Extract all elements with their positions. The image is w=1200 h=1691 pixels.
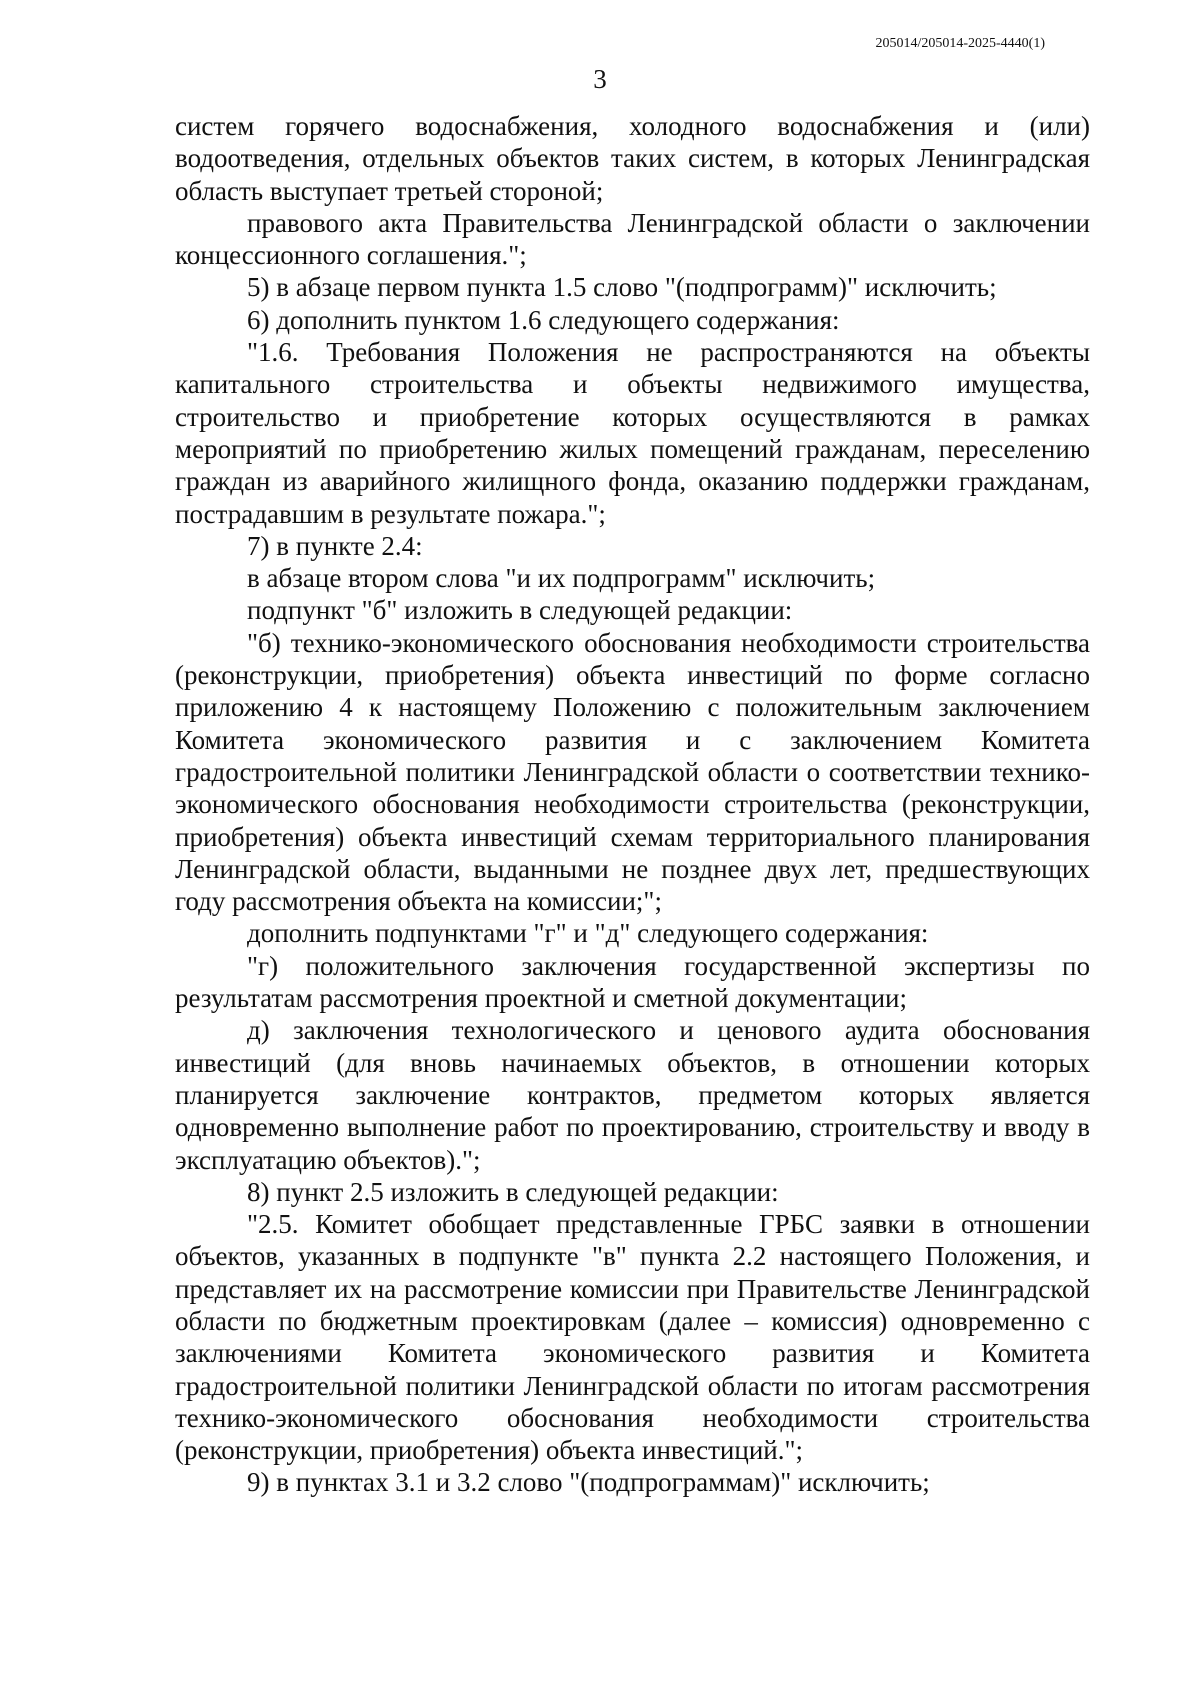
paragraph: правового акта Правительства Ленинградской области о заключении концессионного соглашения."; [175, 207, 1090, 271]
paragraph: 8) пункт 2.5 изложить в следующей редакции: [247, 1176, 779, 1207]
page-number: 3 [593, 64, 607, 94]
document-body [175, 110, 1090, 1499]
paragraph: 6) дополнить пунктом 1.6 следующего содержания: [247, 304, 840, 335]
paragraph: дополнить подпунктами "г" и "д" следующего содержания: [247, 918, 929, 949]
paragraph: "1.6. Требования Положения не распространяются на объекты капитального строительства и объекты недвижимого имущества, строительство и приобретение которых осуществляются в рамках мероприятий по приобретению жилых помещений гражданам, переселению граждан из аварийного жилищного фонда, оказанию поддержки гражданам, пострадавшим в результате пожара."; [175, 337, 1090, 529]
paragraph: "2.5. Комитет обобщает представленные ГРБС заявки в отношении объектов, указанных в подпункте "в" пункта 2.2 настоящего Положения, и представляет их на рассмотрение комиссии при Правительстве Ленинградской области по бюджетным проектировкам (далее – комиссия) одновременно с заключениями Комитета экономического развития и Комитета градостроительной политики Ленинградской области по итогам рассмотрения технико-экономического обоснования необходимости строительства (реконструкции, приобретения) объекта инвестиций."; [175, 1209, 1090, 1466]
paragraph: в абзаце втором слова "и их подпрограмм" исключить; [247, 563, 876, 594]
paragraph: "г) положительного заключения государственной экспертизы по результатам рассмотрения проектной и сметной документации; [175, 950, 1090, 1014]
paragraph: "б) технико-экономического обоснования необходимости строительства (реконструкции, приобретения) объекта инвестиций по форме согласно приложению 4 к настоящему Положению с положительным заключением Комитета экономического развития и с заключением Комитета градостроительной политики Ленинградской области о соответствии технико-экономического обоснования необходимости строительства (реконструкции, приобретения) объекта инвестиций схемам территориального планирования Ленинградской области, выданными не позднее двух лет, предшествующих году рассмотрения объекта на комиссии;"; [175, 627, 1090, 917]
paragraph: 5) в абзаце первом пункта 1.5 слово "(подпрограмм)" исключить; [247, 272, 997, 303]
paragraph: 9) в пунктах 3.1 и 3.2 слово "(подпрограммам)" исключить; [247, 1467, 930, 1498]
document-id: 205014/205014-2025-4440(1) [875, 36, 1045, 51]
paragraph: 7) в пункте 2.4: [247, 530, 423, 561]
paragraph: д) заключения технологического и ценового аудита обоснования инвестиций (для вновь начинаемых объектов, в отношении которых планируется заключение контрактов, предметом которых является одновременно выполнение работ по проектированию, строительству и вводу в эксплуатацию объектов)."; [175, 1015, 1090, 1175]
paragraph: подпункт "б" изложить в следующей редакции: [247, 595, 793, 626]
paragraph: систем горячего водоснабжения, холодного водоснабжения и (или) водоотведения, отдельных объектов таких систем, в которых Ленинградская область выступает третьей стороной; [175, 111, 1090, 206]
